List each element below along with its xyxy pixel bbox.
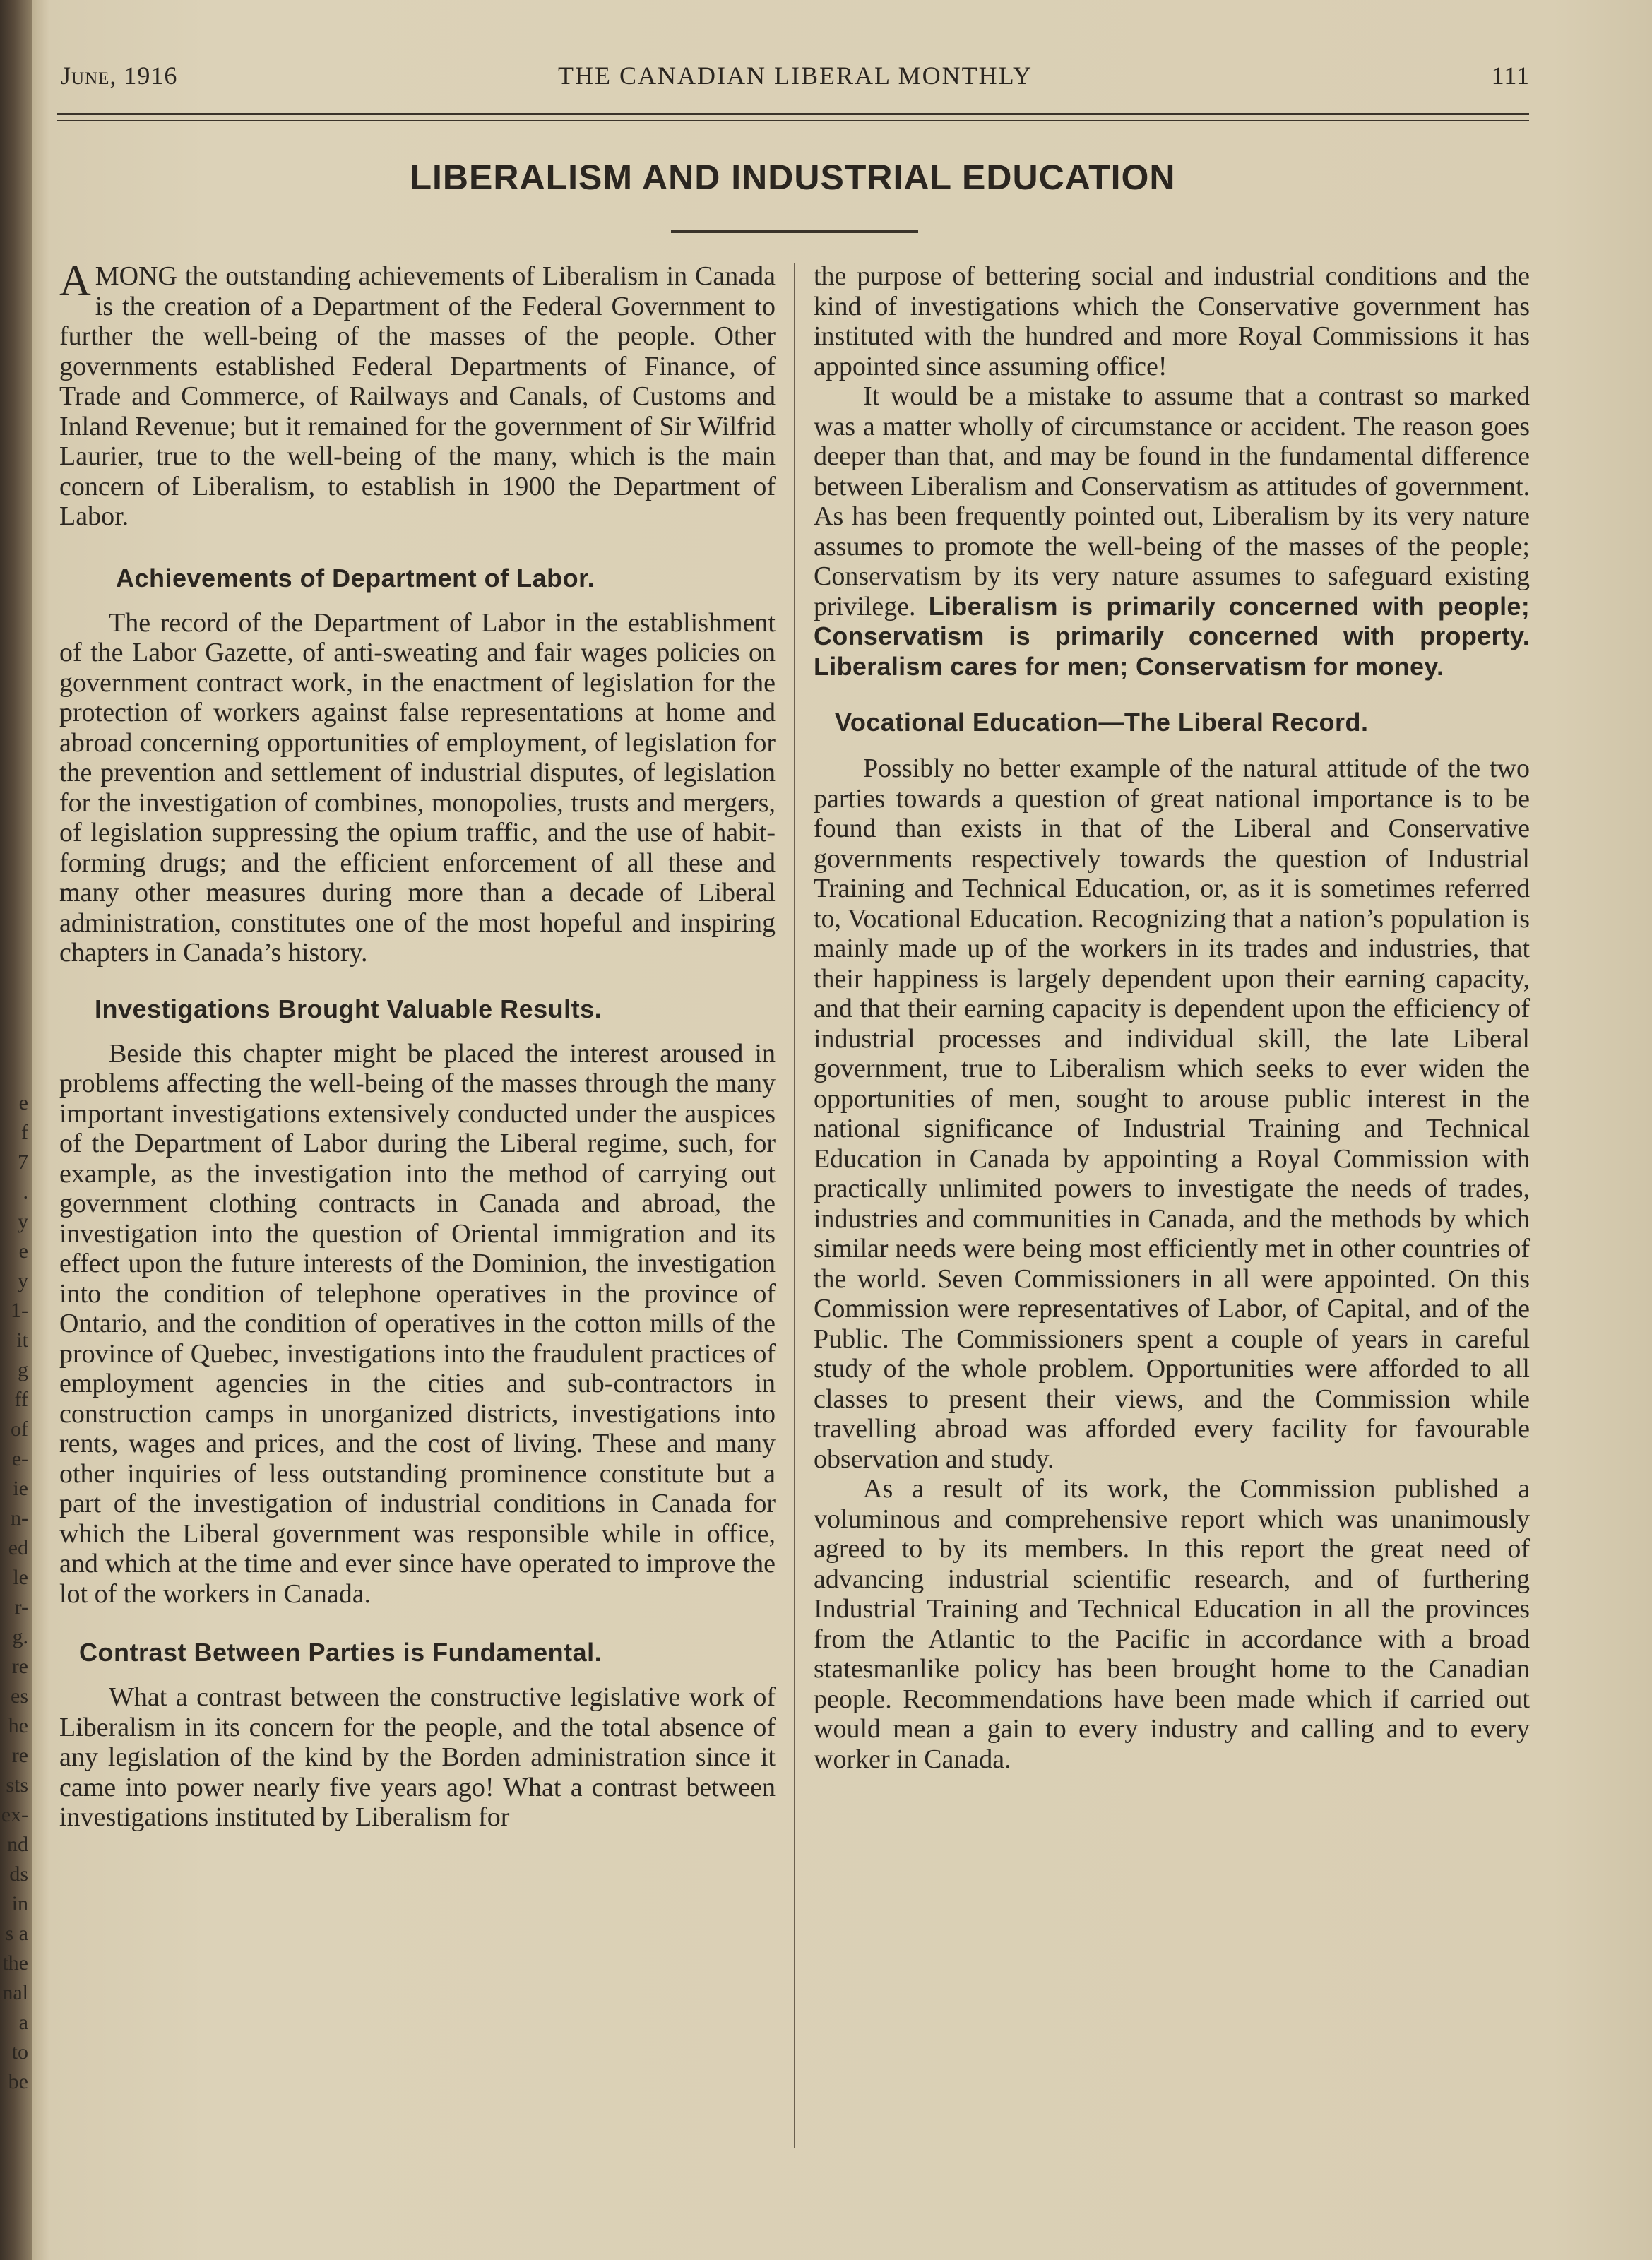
subhead-contrast: Contrast Between Parties is Fundamental. [79,1638,602,1667]
title-underline [671,230,918,233]
margin-fragment: he [8,1714,28,1737]
margin-fragment: ex- [1,1803,28,1826]
left-column [59,257,776,1833]
intro-text: MONG the outstanding achievements of Liberalism in Canada is the creation of a Department of the Federal Government to further the well-being of the masses of the people. Other governments established Federal Departments of Finance, of Trade and Commerce, of Railways and Canals, of Customs and Inland Revenue; but it remained for the government of Sir Wilfrid Laurier, true to the well-being of the many, which is the main concern of Liberalism, to establish in 1900 the Department of Labor. [59,261,776,531]
column-divider [794,263,795,2148]
margin-fragment: re [11,1744,28,1767]
article-title: LIBERALISM AND INDUSTRIAL EDUCATION [410,157,1176,197]
paragraph-contrast: What a contrast between the constructive legislative work of Liberalism in its concern for the people, and the total absence of any legislation of the kind by the Borden administration since it came into power nearly five years ago! What a contrast between investigations instituted by Liberalism for [59,1682,776,1832]
margin-fragment: ed [8,1536,28,1559]
paragraph-result: As a result of its work, the Commission published a voluminous and comprehensive report which was unanimously agreed to by its members. In this report the great need of advancing industrial scientific research, and of furthering Industrial Training and Technical Education in all the provinces from the Atlantic to the Pacific in accordance with a broad statesmanlike policy has been brought home to the Canadian people. Recommendations have been made which if carried out would mean a gain to every industry and calling and to every worker in Canada. [814,1474,1530,1774]
margin-fragment: it [16,1328,28,1352]
publication-title: THE CANADIAN LIBERAL MONTHLY [558,61,1033,90]
margin-fragment: le [13,1566,28,1589]
margin-fragment: be [8,2070,28,2093]
margin-fragment: y [18,1210,28,1233]
drop-cap: A [59,257,91,305]
margin-fragment: ie [13,1477,28,1500]
facing-page-margin-fragments [0,0,31,2260]
margin-fragment: nal [2,1981,28,2004]
page-number: 111 [1491,61,1530,90]
subhead-vocational: Vocational Education—The Liberal Record. [835,708,1369,737]
subhead-achievements: Achievements of Department of Labor. [116,563,595,593]
margin-fragment: to [11,2040,28,2064]
margin-fragment: e [18,1239,28,1263]
margin-fragment: s a [5,1922,28,1945]
bold-statement: Liberalism is primarily concerned with people; Conservatism is primarily concerned with property. Liberalism cares for men; Conservatism for money. [814,591,1531,681]
right-column [814,261,1530,1774]
margin-fragment: g. [12,1625,28,1648]
paragraph-mistake [814,381,1530,682]
running-head [61,61,1530,96]
margin-fragment: of [11,1417,28,1441]
margin-fragment: f [21,1121,28,1144]
margin-fragment: n- [11,1506,28,1530]
margin-fragment: in [11,1892,28,1915]
margin-fragment: ff [14,1388,28,1411]
margin-fragment: ds [9,1862,28,1886]
margin-fragment: . [23,1180,28,1203]
margin-fragment: r- [14,1595,28,1619]
margin-fragment: nd [7,1833,28,1856]
paragraph-mistake-text: It would be a mistake to assume that a contrast so marked was a matter wholly of circumstance or accident. The reason goes deeper than that, and may be found in the fundamental difference between Liberalism and Conservatism as attitudes of government. As has been frequently pointed out, Liberalism by its very nature assumes to promote the well-being of the masses of the people; Conservatism by its very nature assumes to safeguard existing privilege. [814,381,1530,622]
margin-fragment: a [18,2011,28,2034]
margin-fragment: e- [11,1447,28,1470]
margin-fragment: the [2,1951,28,1975]
subhead-investigations: Investigations Brought Valuable Results. [95,994,602,1023]
margin-fragment: sts [6,1773,28,1797]
header-rule [57,113,1529,115]
paragraph-continued: the purpose of bettering social and industrial conditions and the kind of investigations which the Conservative government has instituted with the hundred and more Royal Commissions it has appointed since assuming office! [814,261,1530,381]
issue-date: June, 1916 [61,61,178,90]
margin-fragment: 1- [11,1299,28,1322]
margin-fragment: re [11,1655,28,1678]
header-rule-secondary [57,120,1529,121]
margin-fragment: es [11,1684,28,1708]
paragraph-labor-record: The record of the Department of Labor in the establishment of the Labor Gazette, of anti-sweating and fair wages policies on government contract work, in the enactment of legislation for the protection of workers against false representations at home and abroad concerning opportunities of employment, of legislation for the prevention and settlement of industrial disputes, of legislation for the investigation of combines, monopolies, trusts and mergers, of legislation suppressing the opium traffic, and the use of habit-forming drugs; and the efficient enforcement of all these and many other measures during more than a decade of Liberal administration, constitutes one of the most hopeful and inspiring chapters in Canada’s history. [59,607,776,968]
margin-fragment: g [18,1358,28,1381]
margin-fragment: 7 [18,1150,28,1174]
intro-paragraph [59,257,776,532]
paragraph-vocational: Possibly no better example of the natural attitude of the two parties towards a question of great national importance is to be found than exists in that of the Liberal and Conservative governments respectively towards the question of Industrial Training and Technical Education, or, as it is sometimes referred to, Vocational Education. Recognizing that a nation’s population is mainly made up of the workers in its trades and industries, that their happiness is largely dependent upon their earning capacity, and that their earning capacity is dependent upon the efficiency of industrial processes and individual skill, the late Liberal government, true to Liberalism which seeks to ever widen the opportunities of men, sought to arouse public interest in the national significance of Industrial Training and Technical Education in Canada by appointing a Royal Commission with practically unlimited powers to investigate the needs of trades, industries and communities in Canada, and the methods by which similar needs were being most efficiently met in other countries of the world. Seven Commissioners in all were appointed. On this Commission were representatives of Labor, of Capital, and of the Public. The Commissioners spent a couple of years in careful study of the whole problem. Opportunities were afforded to all classes to present their views, and the Commission while travelling abroad was afforded every facility for favourable observation and study. [814,754,1530,1474]
margin-fragment: e [18,1091,28,1114]
margin-fragment: y [18,1269,28,1292]
paragraph-investigations: Beside this chapter might be placed the interest aroused in problems affecting the well-being of the masses through the many important investigations extensively conducted under the auspices of the Department of Labor during the Liberal regime, such, for example, as the investigation into the method of carrying out government clothing contracts in Canada and abroad, the investigation into the question of Oriental immigration and its effect upon the future interests of the Dominion, the investigation into the condition of telephone operatives in the province of Ontario, and the condition of operatives in the cotton mills of the province of Quebec, investigations into the fraudulent practices of employment agencies in the cities and sub-contractors in construction camps in unorganized districts, investigations into rents, wages and prices, and the cost of living. These and many other inquiries of less outstanding prominence constitute but a part of the investigation of industrial conditions in Canada for which the Liberal government was responsible while in office, and which at the time and ever since have operated to improve the lot of the workers in Canada. [59,1038,776,1609]
